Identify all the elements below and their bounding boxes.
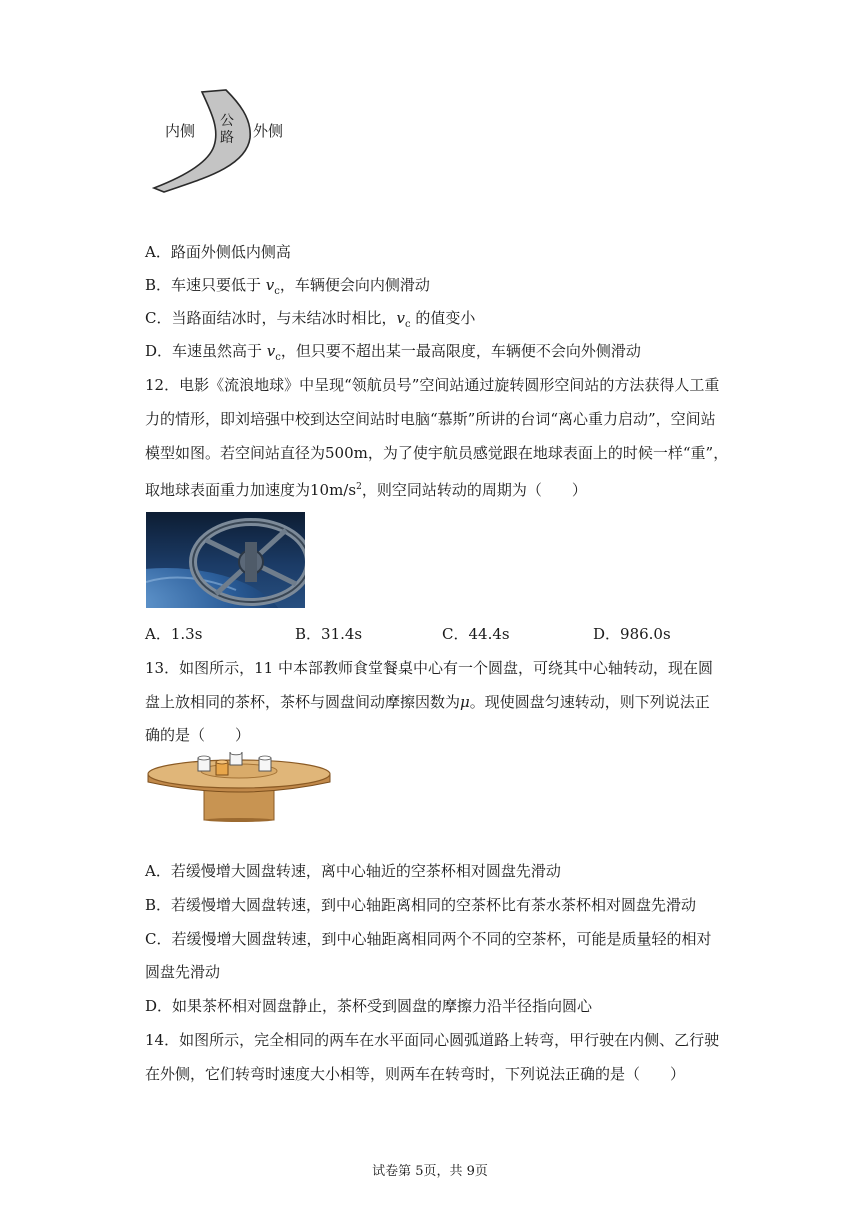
q12-options — [145, 624, 745, 644]
q12-option-a: A．1.3s — [145, 625, 203, 643]
q11-option-d: D．车速虽然高于 $v_c$，但只要不超出某一最高限度，车辆便不会向外侧滑动 — [145, 342, 641, 363]
road-label-top: 公 — [220, 112, 234, 128]
q12-option-d: D．986.0s — [593, 625, 671, 643]
q13-stem-line1: 13．如图所示，11 中本部教师食堂餐桌中心有一个圆盘，可绕其中心轴转动，现在圆 — [145, 659, 713, 677]
road-inner-label: 内侧 — [165, 123, 196, 140]
q12-option-c: C．44.4s — [442, 625, 510, 643]
q12-stem-line4: 取地球表面重力加速度为$10m/s^2$，则空同站转动的周期为（ ） — [145, 481, 587, 499]
q13-option-c-line2: 圆盘先滑动 — [145, 963, 221, 981]
q13-option-b: B．若缓慢增大圆盘转速，到中心轴距离相同的空茶杯比有茶水茶杯相对圆盘先滑动 — [145, 896, 697, 914]
rotating-table-icon — [146, 752, 332, 822]
q12-stem-line3: 模型如图。若空间站直径为500m，为了使宇航员感觉跟在地球表面上的时候一样“重”， — [145, 444, 729, 462]
q13-option-a: A．若缓慢增大圆盘转速，离中心轴近的空茶杯相对圆盘先滑动 — [145, 862, 561, 880]
road-outer-label: 外侧 — [253, 123, 284, 140]
q12-stem-line1: 12．电影《流浪地球》中呈现“领航员号”空间站通过旋转圆形空间站的方法获得人工重 — [145, 376, 720, 394]
q13-stem-line2: 盘上放相同的茶杯，茶杯与圆盘间动摩擦因数为μ。现使圆盘匀速转动，则下列说法正 — [145, 693, 710, 711]
q13-option-c-line1: C．若缓慢增大圆盘转速，到中心轴距离相同两个不同的空茶杯，可能是质量轻的相对 — [145, 930, 712, 948]
q14-stem-line2: 在外侧，它们转弯时速度大小相等，则两车在转弯时，下列说法正确的是（ ） — [145, 1065, 686, 1083]
rotating-table-image — [146, 752, 332, 822]
road-label-bottom: 路 — [220, 129, 234, 145]
q11-option-b: B．车速只要低于 $v_c$，车辆便会向内侧滑动 — [145, 276, 430, 297]
q12-stem-line2: 力的情形，即刘培强中校到达空间站时电脑“慕斯”所讲的台词“离心重力启动”，空间站 — [145, 410, 716, 428]
space-station-image — [146, 512, 305, 608]
q14-stem-line1: 14．如图所示，完全相同的两车在水平面同心圆弧道路上转弯，甲行驶在内侧、乙行驶 — [145, 1031, 720, 1049]
q11-option-a: A．路面外侧低内侧高 — [145, 243, 291, 261]
space-station-icon — [146, 512, 305, 608]
q13-option-d: D．如果茶杯相对圆盘静止，茶杯受到圆盘的摩擦力沿半径指向圆心 — [145, 997, 593, 1015]
page-footer: 试卷第 5页，共 9页 — [372, 1164, 488, 1179]
q12-option-b: B．31.4s — [295, 625, 363, 643]
q13-stem-line3: 确的是（ ） — [145, 726, 251, 744]
q11-option-c: C．当路面结冰时，与未结冰时相比，$v_c$ 的值变小 — [145, 309, 476, 330]
